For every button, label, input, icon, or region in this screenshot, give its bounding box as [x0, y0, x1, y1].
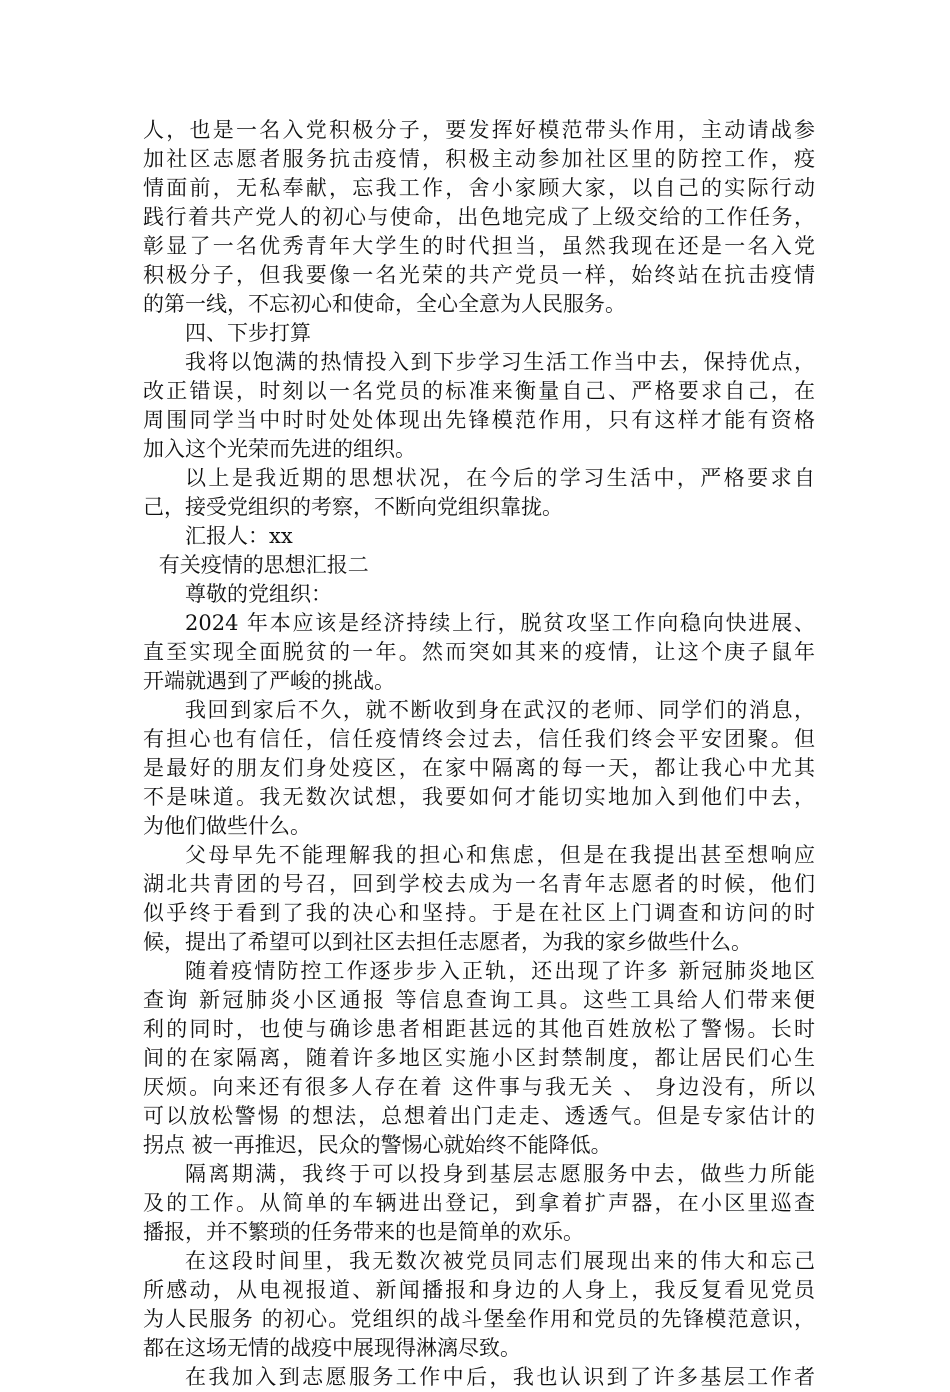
text-line: 可以放松警惕 的想法，总想着出门走走、透透气。但是专家估计的	[143, 1104, 815, 1128]
text-line: 为他们做些什么。	[143, 814, 311, 838]
text-line: 在我加入到志愿服务工作中后，我也认识到了许多基层工作者	[185, 1365, 815, 1389]
text-line: 是最好的朋友们身处疫区，在家中隔离的每一天，都让我心中尤其	[143, 756, 815, 780]
text-line: 隔离期满，我终于可以投身到基层志愿服务中去，做些力所能	[185, 1162, 815, 1186]
text-line: 情面前，无私奉献，忘我工作，舍小家顾大家，以自己的实际行动	[143, 176, 815, 200]
text-line: 厌烦。向来还有很多人存在着 这件事与我无关 、 身边没有，所以	[143, 1075, 815, 1099]
text-line: 改正错误，时刻以一名党员的标准来衡量自己、严格要求自己，在	[143, 379, 815, 403]
text-line: 尊敬的党组织：	[185, 582, 332, 606]
text-line: 查询 新冠肺炎小区通报 等信息查询工具。这些工具给人们带来便	[143, 988, 815, 1012]
text-line: 加入这个光荣而先进的组织。	[143, 437, 416, 461]
text-line: 四、下步打算	[185, 321, 311, 345]
text-line: 在这段时间里，我无数次被党员同志们展现出来的伟大和忘己	[185, 1249, 815, 1273]
text-line: 积极分子，但我要像一名光荣的共产党员一样，始终站在抗击疫情	[143, 263, 815, 287]
text-line: 践行着共产党人的初心与使命，出色地完成了上级交给的工作任务，	[143, 205, 815, 229]
text-line: 以上是我近期的思想状况，在今后的学习生活中，严格要求自	[185, 466, 815, 490]
text-line: 随着疫情防控工作逐步步入正轨，还出现了许多 新冠肺炎地区	[185, 959, 815, 983]
text-line: 周围同学当中时时处处体现出先锋模范作用，只有这样才能有资格	[143, 408, 815, 432]
text-line: 人，也是一名入党积极分子，要发挥好模范带头作用，主动请战参	[143, 118, 815, 142]
text-line: 的第一线，不忘初心和使命，全心全意为人民服务。	[143, 292, 626, 316]
text-line: 彰显了一名优秀青年大学生的时代担当，虽然我现在还是一名入党	[143, 234, 815, 258]
text-line: 我回到家后不久，就不断收到身在武汉的老师、同学们的消息，	[185, 698, 815, 722]
text-line: 所感动，从电视报道、新闻播报和身边的人身上，我反复看见党员	[143, 1278, 815, 1302]
text-line: 都在这场无情的战疫中展现得淋漓尽致。	[143, 1336, 521, 1360]
text-line: 为人民服务 的初心。党组织的战斗堡垒作用和党员的先锋模范意识，	[143, 1307, 815, 1331]
text-line: 有关疫情的思想汇报二	[158, 553, 369, 577]
text-line: 开端就遇到了严峻的挑战。	[143, 669, 395, 693]
text-line: 父母早先不能理解我的担心和焦虑，但是在我提出甚至想响应	[185, 843, 815, 867]
text-line: 候，提出了希望可以到社区去担任志愿者，为我的家乡做些什么。	[143, 930, 752, 954]
text-line: 不是味道。我无数次试想，我要如何才能切实地加入到他们中去，	[143, 785, 815, 809]
text-line: 播报，并不繁琐的任务带来的也是简单的欢乐。	[143, 1220, 584, 1244]
text-line: 拐点 被一再推迟，民众的警惕心就始终不能降低。	[143, 1133, 612, 1157]
text-line: 及的工作。从简单的车辆进出登记，到拿着扩声器，在小区里巡查	[143, 1191, 815, 1215]
text-line: 我将以饱满的热情投入到下步学习生活工作当中去，保持优点，	[185, 350, 815, 374]
text-line: 2024 年本应该是经济持续上行，脱贫攻坚工作向稳向快进展、	[185, 611, 815, 635]
text-line: 己，接受党组织的考察，不断向党组织靠拢。	[143, 495, 563, 519]
text-line: 有担心也有信任，信任疫情终会过去，信任我们终会平安团聚。但	[143, 727, 815, 751]
text-line: 利的同时，也使与确诊患者相距甚远的其他百姓放松了警惕。长时	[143, 1017, 815, 1041]
text-line: 似乎终于看到了我的决心和坚持。于是在社区上门调查和访问的时	[143, 901, 815, 925]
text-line: 直至实现全面脱贫的一年。然而突如其来的疫情，让这个庚子鼠年	[143, 640, 815, 664]
document-body	[143, 116, 815, 1392]
text-line: 间的在家隔离，随着许多地区实施小区封禁制度，都让居民们心生	[143, 1046, 815, 1070]
text-line: 湖北共青团的号召，回到学校去成为一名青年志愿者的时候，他们	[143, 872, 815, 896]
text-line: 加社区志愿者服务抗击疫情，积极主动参加社区里的防控工作，疫	[143, 147, 815, 171]
text-line: 汇报人：xx	[185, 524, 293, 548]
